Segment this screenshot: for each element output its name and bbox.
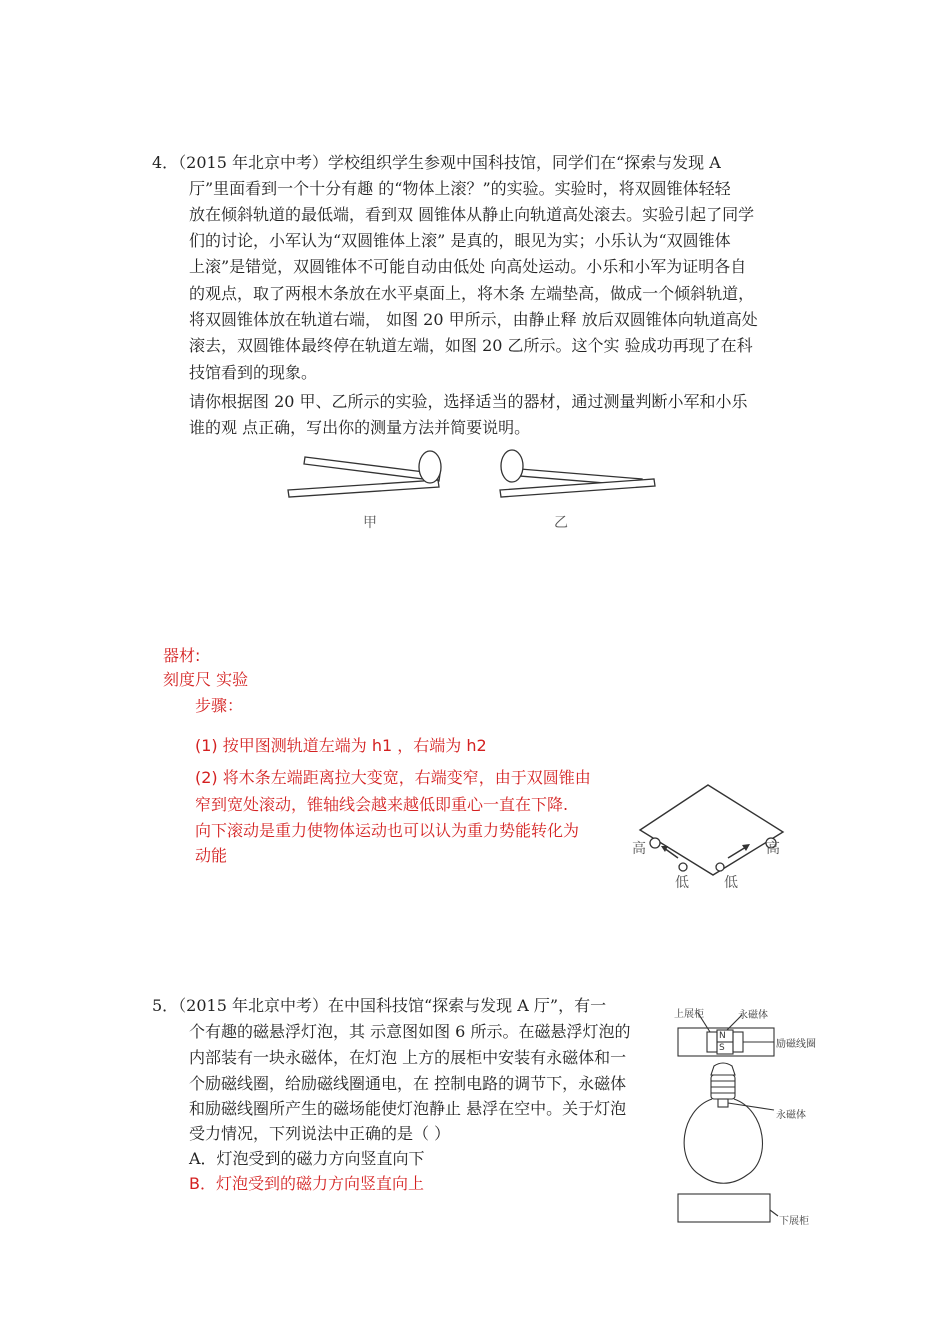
q5-line: 个励磁线圈，给励磁线圈通电，在 控制电路的调节下，永磁体 xyxy=(189,1074,627,1093)
q5-line: 受力情况，下列说法中正确的是（ ） xyxy=(189,1124,451,1143)
q4-line: 滚去，双圆锥体最终停在轨道左端，如图 20 乙所示。这个实 验成功再现了在科 xyxy=(189,336,753,355)
label-s: S xyxy=(719,1043,725,1053)
q4-line: 技馆看到的现象。 xyxy=(189,363,318,382)
step-2-line: (2) 将木条左端距离拉大变宽，右端变窄，由于双圆锥由 xyxy=(195,768,591,787)
equipment-label: 器材: xyxy=(163,646,201,665)
q5-line: 和励磁线圈所产生的磁场能使灯泡静止 悬浮在空中。关于灯泡 xyxy=(189,1099,627,1118)
q4-line: 厅”里面看到一个十分有趣 的“物体上滚？”的实验。实验时，将双圆锥体轻轻 xyxy=(189,179,731,198)
diamond-label-low-right: 低 xyxy=(724,875,738,891)
label-n: N xyxy=(719,1031,726,1041)
label-magnet-bulb: 永磁体 xyxy=(776,1110,806,1121)
fig-label-yi: 乙 xyxy=(554,515,568,531)
label-upper-cabinet: 上展柜 xyxy=(674,1009,704,1020)
q5-option-b: B．灯泡受到的磁力方向竖直向上 xyxy=(189,1174,424,1193)
q4-line: 将双圆锥体放在轨道右端， 如图 20 甲所示，由静止释 放后双圆锥体向轨道高处 xyxy=(189,310,758,329)
fig-label-jia: 甲 xyxy=(363,515,377,531)
q5-option-a: A．灯泡受到的磁力方向竖直向下 xyxy=(189,1149,425,1168)
step-2-line: 向下滚动是重力使物体运动也可以认为重力势能转化为 xyxy=(195,821,580,840)
label-coil: 励磁线圈 xyxy=(776,1039,816,1050)
step-2-line: 窄到宽处滚动，锥轴线会越来越低即重心一直在下降. xyxy=(195,795,569,814)
steps-label: 步骤： xyxy=(195,696,244,715)
fig-jia xyxy=(288,451,441,497)
q5-line: 个有趣的磁悬浮灯泡，其 示意图如图 6 所示。在磁悬浮灯泡的 xyxy=(189,1022,631,1041)
q4-line: 们的讨论，小军认为“双圆锥体上滚” 是真的，眼见为实；小乐认为“双圆锥体 xyxy=(189,231,731,250)
diamond-rail-figure xyxy=(628,780,798,890)
q4-line: 的观点，取了两根木条放在水平桌面上，将木条 左端垫高，做成一个倾斜轨道， xyxy=(189,284,755,303)
q5-line: 内部装有一块永磁体，在灯泡 上方的展柜中安装有永磁体和一 xyxy=(189,1048,627,1067)
q4-line: 上滚”是错觉，双圆锥体不可能自动由低处 向高处运动。小乐和小军为证明各自 xyxy=(189,257,747,276)
figure-20-rails xyxy=(280,440,670,540)
q4-line: 放在倾斜轨道的最低端，看到双 圆锥体从静止向轨道高处滚去。实验引起了同学 xyxy=(189,205,755,224)
diamond-label-high-left: 高 xyxy=(632,841,646,857)
q5-line: 5．（2015 年北京中考）在中国科技馆“探索与发现 A 厅”，有一 xyxy=(152,996,607,1015)
diamond-label-high-right: 高 xyxy=(766,841,780,857)
q4-line: 请你根据图 20 甲、乙所示的实验，选择适当的器材，通过测量判断小军和小乐 xyxy=(189,392,748,411)
label-lower-cabinet: 下展柜 xyxy=(779,1216,809,1227)
fig-yi xyxy=(500,450,655,497)
diamond-label-low-left: 低 xyxy=(675,875,689,891)
step-2-line: 动能 xyxy=(195,846,228,865)
equipment-text: 刻度尺 实验 xyxy=(163,670,249,689)
step-1: (1) 按甲图测轨道左端为 h1 ，右端为 h2 xyxy=(195,736,487,755)
q4-line: 谁的观 点正确，写出你的测量方法并简要说明。 xyxy=(189,418,531,437)
q4-line: 4．（2015 年北京中考）学校组织学生参观中国科技馆，同学们在“探索与发现 A xyxy=(152,153,721,172)
label-magnet-top: 永磁体 xyxy=(738,1010,768,1021)
